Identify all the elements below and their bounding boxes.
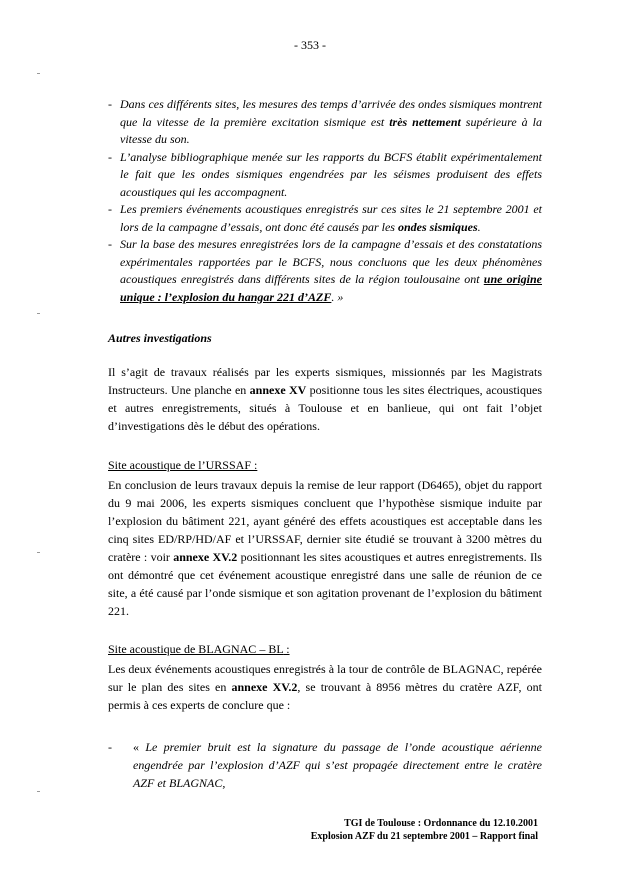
quoted-conclusions-list (108, 96, 542, 306)
list-item (108, 201, 542, 236)
paragraph-text: En conclusion de leurs travaux depuis la remise de leur rapport (D6465), objet du rapport du 9 mai 2006, les experts sismiques concluent que l’hypothèse sismique induite par l’explosion du bâtiment 221, ayant généré des effets acoustiques est acceptable dans les cinq sites ED/RP/HD/AF et l’URSSAF, dernier site étudié se trouvant à 3200 mètres du cratère : voir (108, 478, 542, 564)
list-item (108, 236, 542, 306)
bullet-dash: - (108, 97, 112, 111)
quote-text-block (108, 738, 542, 792)
paragraph-text: positionne tous les sites électriques, acoustiques et autres enregistrements, situés à Toulouse et en banlieue, qui ont fait l’objet d’investigations dès le début des opérations. (108, 383, 543, 433)
urssaf-heading (108, 458, 257, 473)
blagnac-heading (108, 642, 290, 657)
bullet-dash: - (108, 740, 112, 754)
margin-mark (37, 73, 40, 74)
paragraph-urssaf (108, 476, 542, 620)
footer-line-2: Explosion AZF du 21 septembre 2001 – Rapport final (310, 831, 538, 842)
margin-mark (37, 791, 40, 792)
list-item-text: Sur la base des mesures enregistrées lors de la campagne d’essais et des constatations expérimentales rapportées par le BCFS, nous concluons que les deux phénomènes acoustiques enregistrés dans différents sites de la région toulousaine ont (120, 237, 542, 286)
list-item (108, 96, 542, 149)
list-item-text: L’analyse bibliographique menée sur les rapports du BCFS établit expérimentalement le fait que les ondes sismiques engendrées par les séismes produisent des effets acoustiques qui les accompagnent. (120, 149, 542, 199)
list-item-emphasis: une origine unique : l’explosion du hangar 221 d’AZF (120, 272, 542, 304)
margin-mark (37, 552, 40, 553)
subheading-colon: : (283, 642, 290, 656)
quote-list-item (108, 738, 542, 792)
list-item (108, 149, 542, 202)
annex-reference: annexe XV (249, 383, 307, 397)
bullet-dash: - (108, 149, 112, 164)
page-number: - 353 - (294, 38, 326, 52)
paragraph-blagnac (108, 660, 542, 714)
list-item-text: Les premiers événements acoustiques enregistrés sur ces sites le 21 septembre 2001 et lors de la campagne d’essais, ont donc été causés par les (120, 202, 542, 234)
annex-reference: annexe XV.2 (231, 680, 298, 694)
list-item-emphasis: ondes sismiques (397, 219, 478, 234)
quote-open-mark: « (133, 740, 146, 754)
paragraph-text: positionnant les sites acoustiques et autres enregistrements. Ils ont démontré que cet événement acoustique enregistré dans une salle de réunion de ce site, a été causé par l’onde sismique et son agitation provenant de l’explosion du bâtiment 221. (108, 550, 542, 618)
list-item-text: supérieure à la vitesse du son. (120, 114, 542, 146)
page-footer (311, 817, 538, 843)
list-item-text: . » (331, 289, 344, 304)
section-heading: Autres investigations (108, 331, 212, 345)
footer-line-1: TGI de Toulouse : Ordonnance du 12.10.2001 (344, 818, 538, 829)
paragraph-text: Il s’agit de travaux réalisés par les experts sismiques, missionnés par les Magistrats Instructeurs. Une planche en (108, 365, 542, 397)
margin-mark (37, 313, 40, 314)
list-item-text: Dans ces différents sites, les mesures des temps d’arrivée des ondes sismiques montrent que la vitesse de la première excitation sismique est (120, 97, 542, 129)
paragraph-intro (108, 363, 542, 435)
bullet-dash: - (108, 237, 112, 251)
bullet-dash: - (108, 202, 112, 216)
list-item-emphasis: très nettement (389, 114, 461, 129)
annex-reference: annexe XV.2 (173, 550, 238, 564)
paragraph-text: , se trouvant à 8956 mètres du cratère AZF, ont permis à ces experts de conclure que : (108, 680, 542, 712)
quote-text: Le premier bruit est la signature du passage de l’onde acoustique aérienne engendrée par l’explosion d’AZF qui s’est propagée directement entre le cratère AZF et BLAGNAC, (133, 740, 542, 790)
subheading-text: Site acoustique de BLAGNAC – BL (108, 642, 284, 656)
list-item-text: . (477, 219, 481, 234)
subheading-colon: : (251, 458, 258, 472)
paragraph-text: Les deux événements acoustiques enregistrés à la tour de contrôle de BLAGNAC, repérée sur le plan des sites en (108, 662, 542, 694)
subheading-text: Site acoustique de l’URSSAF (108, 458, 251, 472)
